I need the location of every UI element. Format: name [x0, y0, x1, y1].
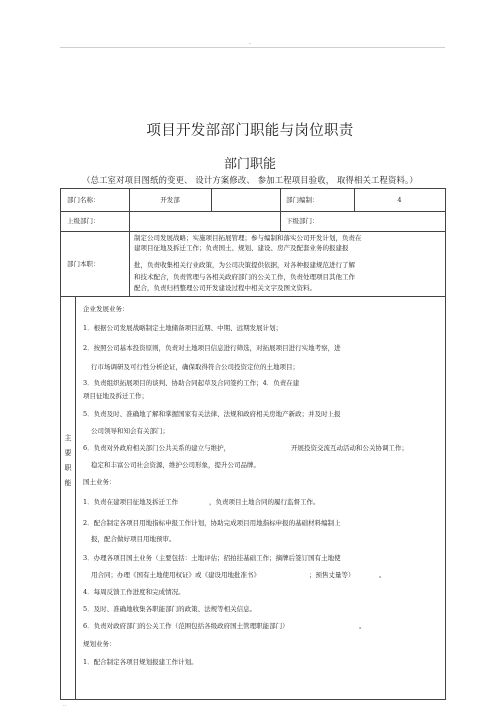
duty-item-continued: 公司领导和知会有关部门； [91, 427, 169, 435]
dept-name-label: 部门名称： [67, 196, 100, 204]
row-divider [61, 231, 445, 232]
duty-item: 4．每周反馈工作进度和完成情况。 [83, 588, 185, 596]
duty-item-continued: 开展投资交流互动活动和公关协调工作； [291, 444, 408, 452]
dept-duty-line: 批，负责收集相关行业政策，为公司决策提供依据，对各种报建规范进行了解 [134, 261, 355, 269]
row-divider [61, 296, 445, 297]
side-label-char: 职 [64, 464, 72, 472]
side-label-char: 主 [64, 434, 72, 442]
header-rule [60, 47, 445, 48]
duty-item-continued: 项目征地及拆迁工作； [83, 392, 148, 400]
dept-name-value: 开发部 [160, 196, 180, 204]
duty-item: 6．负责对政府部门的公关工作（范围包括各级政府国土管理职能部门） [83, 622, 289, 630]
upper-dept-label: 上级部门： [67, 217, 100, 225]
duty-item-continued: 用合同；办理《国有土地使用权证》或《建设用地批准书》 [91, 571, 260, 579]
dept-duty-line: 制定公司发展战略；实施项目拓展管理；参与编制和落实公司开发计划，负责在 [134, 234, 362, 242]
col-divider [75, 296, 76, 699]
section-subtitle: 部门职能 [223, 157, 276, 172]
side-label-char: 要 [64, 449, 72, 457]
section-heading-planning: 规划业务： [83, 640, 116, 648]
duty-item-continued: ；预售丈量等） [309, 571, 355, 579]
document-title: 项目开发部部门职能与岗位职责 [146, 123, 354, 139]
duty-item: 1．负责在建项目征地及拆迁工作 [83, 498, 179, 506]
duty-item: 6．负责对外政府相关部门公共关系的建立与维护， [83, 444, 231, 452]
duty-item: 3．办理各项目国土业务（主要包括：土地评估；招拍挂基础工作；摘牌后签订国有土地使 [83, 554, 341, 562]
dept-duty-line: 建项目征地及拆迁工作；负责国土、规划、建设、房产及配套业务的报建报 [134, 244, 349, 252]
duty-item: 3．负责组织拓展项目的谈判、协助合同起草及合同签约工作；4．负责在建 [83, 379, 300, 387]
col-divider [280, 189, 281, 231]
header-mark: .. [248, 40, 252, 46]
duty-item: 2．配合制定各项目用地指标申报工作计划，协助完成项目用地指标申报的基础材料编制上 [83, 519, 341, 527]
duty-item: 1．配合制定各项目规划报建工作计划。 [83, 658, 198, 666]
duty-item-continued: 行市场调研及可行性分析论证，确保取得符合公司投资定位的土地项目； [91, 363, 299, 371]
dept-duty-label: 部门本职： [67, 260, 100, 268]
duty-item: 5．及时、准确地收集各职能部门的政策、法规等相关信息。 [83, 605, 257, 613]
main-duties-side-label [61, 431, 75, 491]
duty-item: 5．负责及时、准确地了解和掌握国家有关法律、法规和政府相关房地产新政；并及时上报 [83, 410, 341, 418]
duties-table [60, 188, 446, 700]
duty-item-continued: 。 [379, 571, 386, 579]
footer-mark: .. [63, 702, 67, 708]
dept-duty-line: 配合，负责归档整理公司开发建设过程中相关文字及图文资料。 [134, 284, 316, 292]
section-heading-enterprise: 企业发展业务： [83, 305, 129, 313]
side-label-char: 能 [64, 479, 72, 487]
col-divider [129, 189, 130, 296]
duty-item-continued: 。 [359, 622, 366, 630]
staff-count-label: 部门编制： [286, 196, 319, 204]
section-heading-land: 国土业务： [83, 478, 116, 486]
duty-item-continued: 报，配合做好项目用地预审。 [91, 535, 176, 543]
col-divider [211, 189, 212, 211]
dept-duty-line: 和技术配合，负责管理与各相关政府部门的公关工作，负责处理项目其他工作 [134, 273, 355, 281]
duty-item: 1．根据公司发展战略制定土地储备项目近期、中期、远期发展计划； [83, 324, 283, 332]
section-note: （总工室对项目图纸的变更、 设计方案修改、 参加工程项目验收， 取得相关工程资料。） [82, 175, 418, 185]
duty-item: 2．按照公司基本投资原则，负责对土地项目信息进行筛选，对拓展项目进行实地考察，进 [83, 344, 341, 352]
duty-item-continued: 稳定和丰富公司社会资源，维护公司形象，提升公司品牌。 [91, 461, 260, 469]
row-divider [61, 211, 445, 212]
duty-item-continued: ，负责项目土地合同的履行监督工作。 [209, 498, 320, 506]
lower-dept-label: 下级部门： [286, 217, 319, 225]
staff-count-value: 4 [397, 196, 402, 204]
